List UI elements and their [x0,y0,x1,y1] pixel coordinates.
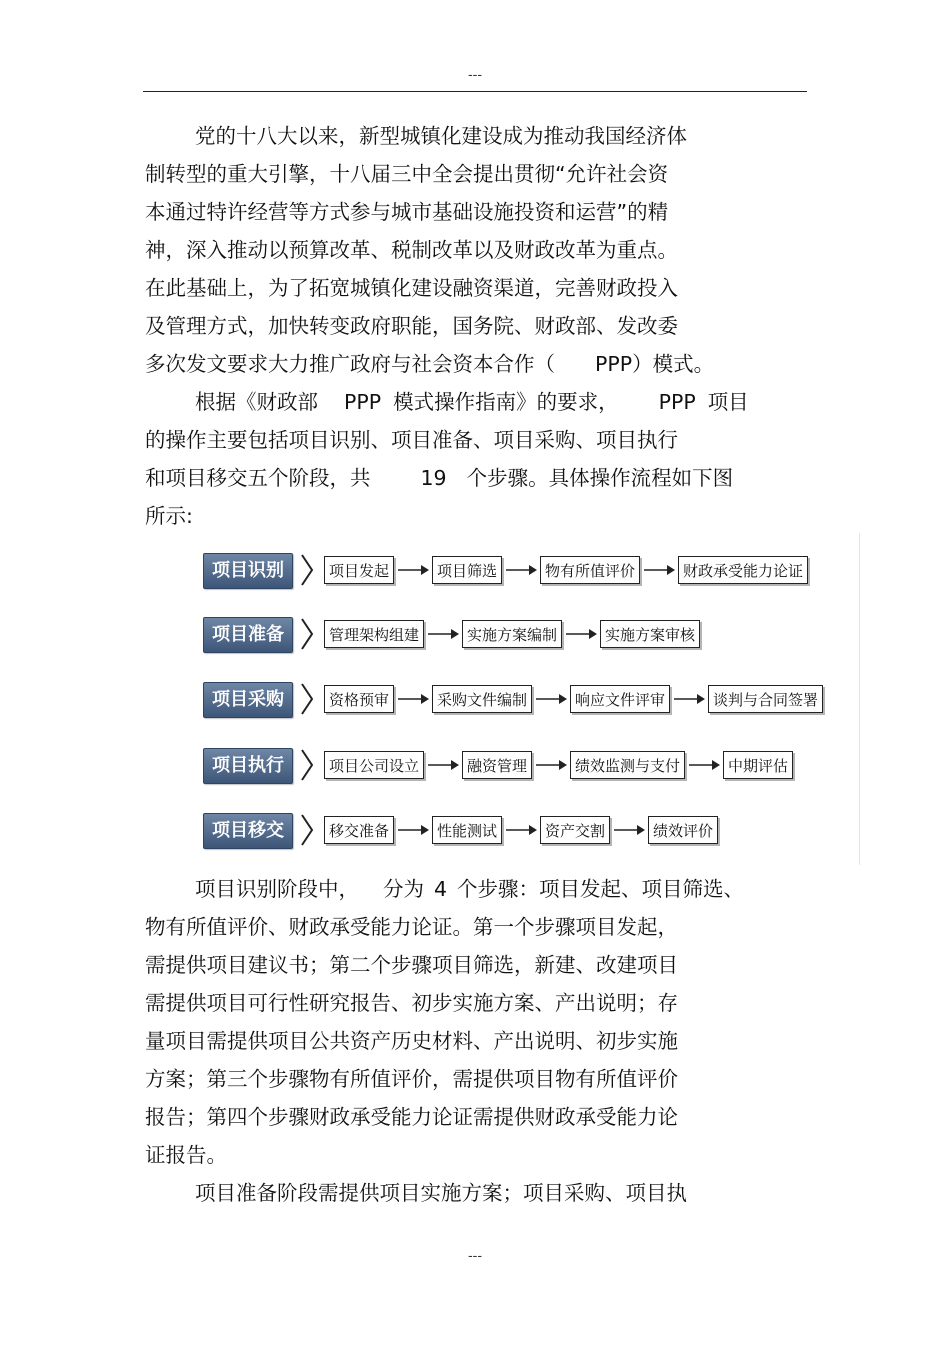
text-line: 需提供项目可行性研究报告、初步实施方案、产出说明；存 [145,991,678,1015]
flow-row [195,804,859,854]
process-step-box: 项目公司设立 [324,751,424,779]
process-step-box: 移交准备 [324,816,394,844]
process-step-box: 项目发起 [324,556,394,584]
arrow-right-icon [534,693,568,705]
paragraph-preparation [145,1174,825,1212]
arrow-right-icon [426,759,460,771]
text-line [145,870,825,908]
arrow-right-icon [396,564,430,576]
text-span: 4 [434,877,448,901]
chevron-right-icon [299,813,317,847]
arrow-right-icon [504,824,538,836]
arrow-right-icon [687,759,721,771]
header-rule [143,91,807,92]
arrow-right-icon [504,564,538,576]
text-line: 在此基础上，为了拓宽城镇化建设融资渠道，完善财政投入 [145,276,678,300]
text-line: 的操作主要包括项目识别、项目准备、项目采购、项目执行 [145,428,678,452]
text-line: 党的十八大以来，新型城镇化建设成为推动我国经济体 [195,124,687,148]
text-span: 19 [420,466,447,490]
page-header-mark: --- [467,68,483,83]
text-line: 项目准备阶段需提供项目实施方案；项目采购、项目执 [195,1181,687,1205]
text-line: 制转型的重大引擎，十八届三中全会提出贯彻“允许社会资 [145,162,669,186]
arrow-right-icon [564,628,598,640]
flow-row [195,544,859,594]
arrow-right-icon [612,824,646,836]
process-step-box: 性能测试 [432,816,502,844]
paragraph-guide [145,383,825,535]
process-step-box: 实施方案审核 [600,620,700,648]
page-footer-mark: --- [467,1249,483,1264]
text-line [145,459,825,497]
process-step-box: 中期评估 [723,751,793,779]
arrow-right-icon [642,564,676,576]
process-step-box: 资格预审 [324,685,394,713]
text-span: 个步骤。具体操作流程如下图 [466,466,734,490]
process-step-box: 管理架构组建 [324,620,424,648]
text-span: PPP [595,352,633,376]
arrow-right-icon [396,693,430,705]
process-step-box: 项目筛选 [432,556,502,584]
text-span: 个步骤：项目发起、项目筛选、 [457,877,745,901]
process-step-box: 实施方案编制 [462,620,562,648]
text-line: 所示: [145,504,193,528]
process-step-box: 响应文件评审 [570,685,670,713]
chevron-right-icon [299,682,317,716]
flow-row [195,673,859,723]
paragraph-identification [145,870,825,1174]
text-span: 模式操作指南》的要求， [393,390,619,414]
text-line: 方案；第三个步骤物有所值评价，需提供项目物有所值评价 [145,1067,678,1091]
text-line: 需提供项目建议书；第二个步骤项目筛选，新建、改建项目 [145,953,678,977]
text-span: 根据《财政部 [195,390,318,414]
text-line: 证报告。 [145,1143,227,1167]
process-step-box: 采购文件编制 [432,685,532,713]
text-line: 物有所值评价、财政承受能力论证。第一个步骤项目发起， [145,915,678,939]
arrow-right-icon [534,759,568,771]
text-span: 和项目移交五个阶段，共 [145,466,371,490]
arrow-right-icon [396,824,430,836]
process-step-box: 谈判与合同签署 [708,685,823,713]
chevron-right-icon [299,617,317,651]
flow-row [195,739,859,789]
text-line: 本通过特许经营等方式参与城市基础设施投资和运营”的精 [145,200,669,224]
chevron-right-icon [299,553,317,587]
process-step-box: 物有所值评价 [540,556,640,584]
text-span: 多次发文要求大力推广政府与社会资本合作（ [145,352,555,376]
process-step-box: 绩效评价 [648,816,718,844]
chevron-right-icon [299,748,317,782]
process-step-box: 财政承受能力论证 [678,556,808,584]
process-step-box: 资产交割 [540,816,610,844]
phase-label: 项目执行 [203,748,293,784]
text-line [145,383,825,421]
arrow-right-icon [672,693,706,705]
ppp-process-flow-diagram [195,533,860,865]
text-span: 项目 [707,390,749,414]
flow-row [195,608,859,658]
text-span: PPP [658,390,696,414]
text-span: PPP [344,390,382,414]
text-span: ）模式。 [632,352,715,376]
text-line: 量项目需提供项目公共资产历史材料、产出说明、初步实施 [145,1029,678,1053]
process-step-box: 融资管理 [462,751,532,779]
text-line: 神，深入推动以预算改革、税制改革以及财政改革为重点。 [145,238,678,262]
phase-label: 项目移交 [203,813,293,849]
process-step-box: 绩效监测与支付 [570,751,685,779]
arrow-right-icon [426,628,460,640]
paragraph-intro [145,117,825,383]
text-line: 报告；第四个步骤财政承受能力论证需提供财政承受能力论 [145,1105,678,1129]
text-span: 分为 [383,877,424,901]
phase-label: 项目采购 [203,682,293,718]
text-line: 及管理方式，加快转变政府职能，国务院、财政部、发改委 [145,314,678,338]
phase-label: 项目识别 [203,553,293,589]
phase-label: 项目准备 [203,617,293,653]
text-span: 项目识别阶段中， [195,877,359,901]
text-line [145,345,825,383]
